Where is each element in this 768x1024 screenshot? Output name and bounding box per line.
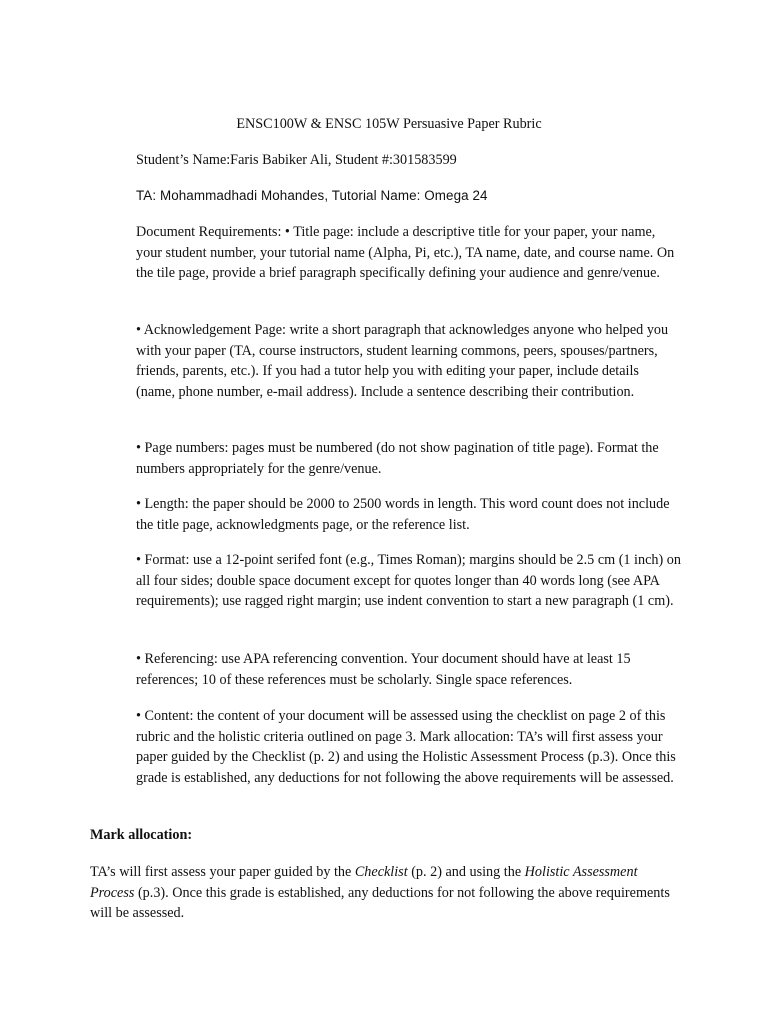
holistic-assessment-reference: Holistic Assessment Process [90,864,638,901]
requirement-page-numbers: • Page numbers: pages must be numbered (do not show pagination of title page). Format the numbers appropriately for the genre/venue. [136,440,659,477]
requirement-title-page: Document Requirements: • Title page: include a descriptive title for your paper, your name, your student number, your tutorial name (Alpha, Pi, etc.), TA name, date, and course name. On the tile page, provide a brief paragraph specifically defining your audience and genre/venue. [136,224,675,282]
requirement-format: • Format: use a 12-point serifed font (e.g., Times Roman); margins should be 2.5 cm (1 inch) on all four sides; double space document except for quotes longer than 40 words long (see APA requirements); use ragged right margin; use indent convention to start a new paragraph (1 cm). [136,552,681,610]
mark-allocation-text-part-3: (p.3). Once this grade is established, any deductions for not following the above requirements will be assessed. [90,884,670,922]
requirement-length: • Length: the paper should be 2000 to 2500 words in length. This word count does not include the title page, acknowledgments page, or the reference list. [136,496,670,533]
requirement-content: • Content: the content of your document will be assessed using the checklist on page 2 of this rubric and the holistic criteria outlined on page 3. Mark allocation: TA’s will first assess your paper guided by the Checklist (p. 2) and using the Holistic Assessment Process (p.3). Once this grade is established, any deductions for not following the above requirements will be assessed. [136,708,676,786]
document-title: ENSC100W & ENSC 105W Persuasive Paper Rubric [236,116,542,132]
mark-allocation-text [90,862,682,924]
mark-allocation-text-part-2: (p. 2) and using the [407,864,525,880]
student-info: Student’s Name:Faris Babiker Ali, Student #:301583599 [136,152,457,168]
checklist-reference: Checklist [354,864,408,880]
mark-allocation-heading: Mark allocation: [90,827,193,843]
ta-info: TA: Mohammadhadi Mohandes, Tutorial Name: Omega 24 [136,188,488,203]
mark-allocation-text-part-1: TA’s will first assess your paper guided by the [90,864,355,880]
requirement-referencing: • Referencing: use APA referencing convention. Your document should have at least 15 references; 10 of these references must be scholarly. Single space references. [136,651,631,688]
requirement-acknowledgement: • Acknowledgement Page: write a short paragraph that acknowledges anyone who helped you with your paper (TA, course instructors, student learning commons, peers, spouses/partners, friends, parents, etc.). If you had a tutor help you with editing your paper, include details (name, phone number, e-mail address). Include a sentence describing their contribution. [136,322,669,400]
